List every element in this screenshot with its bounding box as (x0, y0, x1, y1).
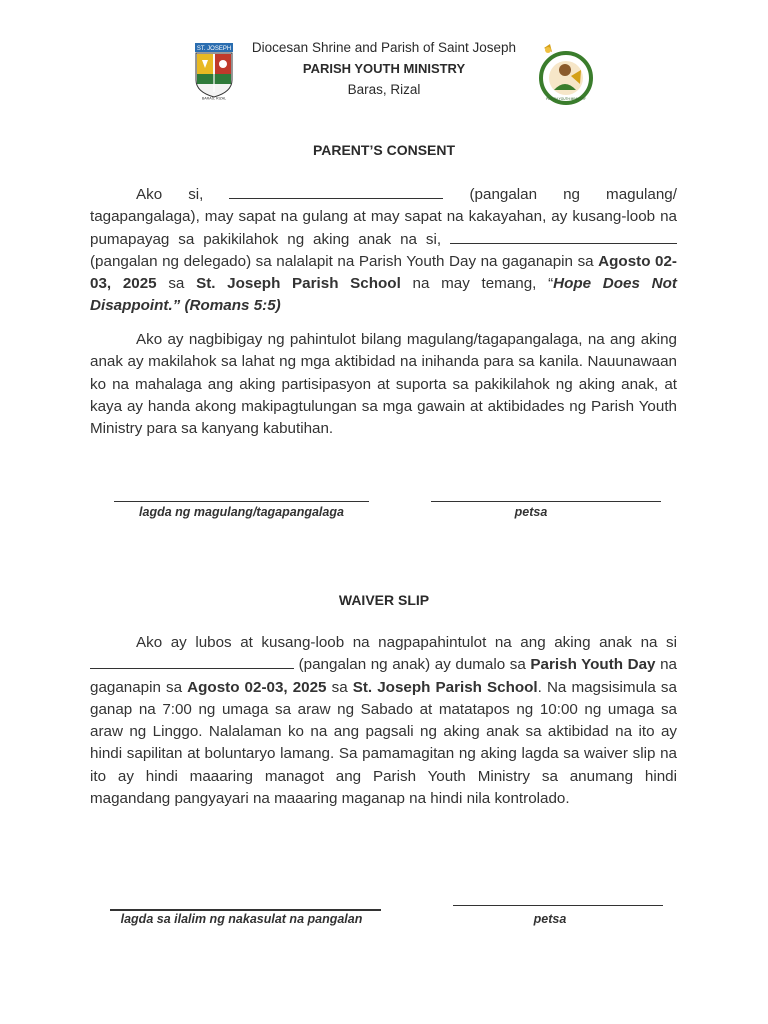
waiver-event: Parish Youth Day (530, 656, 656, 674)
waiver-date: Agosto 02-03, 2025 (187, 678, 327, 696)
consent-text-sa: sa (168, 275, 185, 293)
waiver-school: St. Joseph Parish School (352, 678, 538, 696)
ministry-name: PARISH YOUTH MINISTRY (302, 61, 466, 76)
child-name-field[interactable] (90, 654, 294, 669)
consent-date-label: petsa (514, 505, 548, 519)
parish-seal-motto: BARAS, RIZAL (201, 96, 227, 100)
delegate-name-field[interactable] (450, 229, 677, 244)
waiver-paragraph (90, 632, 677, 810)
waiver-text-intro: Ako ay lubos at kusang-loob na nagpapahintulot na ang aking anak na si (136, 634, 677, 651)
parent-signature-label: lagda ng magulang/tagapangalaga (139, 505, 344, 519)
youth-ministry-logo (536, 40, 594, 106)
parish-seal-name: ST. JOSEPH (196, 46, 232, 52)
parish-name: Diocesan Shrine and Parish of Saint Joseph (251, 40, 517, 55)
consent-text-parent: (pangalan ng magulang/ tagapangalaga), may sapat na gulang at may sapat na kakayahan, ay kusang-loob na pumapayag sa pakikilahok ng aking anak na si, (90, 186, 677, 248)
parish-location: Baras, Rizal (347, 82, 421, 97)
consent-title: PARENT’S CONSENT (312, 142, 456, 158)
waiver-date-line[interactable] (453, 905, 663, 906)
waiver-text-sa: sa (331, 678, 348, 696)
consent-text-theme-intro: na may temang, “ (412, 275, 554, 293)
parent-signature-line[interactable] (114, 501, 369, 502)
waiver-text-child: (pangalan ng anak) ay dumalo sa (298, 656, 526, 674)
waiver-text-body: . Na magsisimula sa ganap na 7:00 ng umaga sa araw ng Sabado at matatapos ng 10:00 ng umaga sa araw ng Linggo. Nalalaman ko na ang pagsali ng aking anak sa aktibidad na ito ay hindi sapilitan at boluntaryo lamang. Sa pamamagitan ng aking lagda sa waiver slip na ito ay hindi maaaring managot ang Parish Youth Ministry sa anumang hindi magandang pangyayari na maaaring maganap na hindi nila kontrolado. (90, 678, 677, 808)
waiver-date-label: petsa (533, 912, 567, 926)
consent-theme: Hope Does Not Disappoint.” (Romans 5:5) (90, 275, 677, 315)
consent-text-delegate: (pangalan ng delegado) sa nalalapit na Parish Youth Day na gaganapin sa (90, 252, 594, 270)
waiver-title: WAIVER SLIP (338, 592, 430, 608)
consent-date-line[interactable] (431, 501, 661, 502)
consent-text-intro: Ako si, (136, 186, 204, 203)
consent-date: Agosto 02-03, 2025 (90, 252, 677, 293)
parent-name-field[interactable] (229, 184, 443, 199)
waiver-signature-label: lagda sa ilalim ng nakasulat na pangalan (120, 912, 363, 926)
consent-school: St. Joseph Parish School (196, 275, 401, 293)
consent-paragraph-2: Ako ay nagbibigay ng pahintulot bilang magulang/tagapangalaga, na ang aking anak ay makilahok sa lahat ng mga aktibidad na inihanda para sa kanila. Nauunawaan ko na mahalaga ang aking partisipasyon at suporta sa pakikilahok ng aking anak, at kaya ay handa akong makipagtulungan sa mga gawain at aktibidades ng Parish Youth Ministry para sa kanyang kabutihan. (90, 331, 677, 438)
youth-logo-ring-text: PARISH YOUTH MINISTRY (546, 97, 586, 101)
consent-paragraph-1 (90, 184, 677, 318)
waiver-text-held: na gaganapin sa (90, 656, 677, 696)
waiver-signature-line[interactable] (110, 909, 381, 911)
